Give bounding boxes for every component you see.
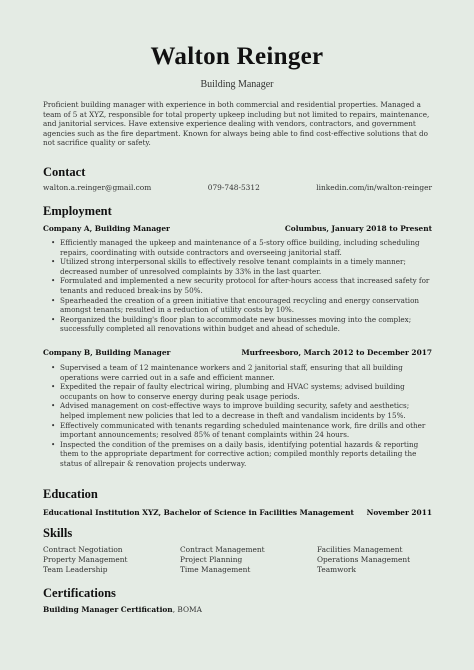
skill-item: Facilities Management bbox=[317, 545, 403, 554]
candidate-name: Walton Reinger bbox=[150, 43, 324, 70]
job-bullet: • Formulated and implemented a new security protocol for after-hours access that increased safety for tenants and reduced break-ins by 50%. bbox=[60, 276, 432, 295]
job-location-date: Murfreesboro, March 2012 to December 2017 bbox=[241, 348, 432, 357]
job-bullet: • Reorganized the building's floor plan to accommodate new businesses moving into the complex; successfully completed all renovations within budget and ahead of schedule. bbox=[60, 315, 432, 334]
job-bullet: • Expedited the repair of faulty electrical wiring, plumbing and HVAC systems; advised building occupants on how to conserve energy during peak usage periods. bbox=[60, 382, 432, 401]
skill-item: Operations Management bbox=[317, 555, 411, 565]
candidate-role: Building Manager bbox=[200, 79, 274, 90]
job-company: Company B, Building Manager bbox=[43, 348, 171, 357]
skill-item: Time Management bbox=[180, 565, 251, 575]
contact-email: walton.a.reinger@gmail.com bbox=[43, 183, 152, 192]
certification-name: Building Manager Certification bbox=[43, 605, 173, 614]
job-header bbox=[43, 224, 432, 233]
job-bullets bbox=[43, 238, 432, 334]
skill-item: Project Planning bbox=[180, 555, 243, 565]
education-date: November 2011 bbox=[366, 508, 432, 517]
skill-item: Team Leadership bbox=[43, 565, 108, 575]
job-bullet: • Supervised a team of 12 maintenance workers and 2 janitorial staff, ensuring that all building operations were carried out in a safe and efficient manner. bbox=[60, 363, 432, 382]
skill-item: Contract Management bbox=[180, 545, 265, 554]
job-bullet: • Inspected the condition of the premises on a daily basis, identifying potential hazards & reporting them to the appropriate department for corrective action; compiled monthly reports detailing the status of allrepair & renovation projects underway. bbox=[60, 440, 432, 469]
employment-heading: Employment bbox=[43, 204, 112, 218]
contact-heading: Contact bbox=[43, 165, 86, 179]
job-bullet: • Utilized strong interpersonal skills to effectively resolve tenant complaints in a timely manner; decreased number of unresolved complaints by 33% in the last quarter. bbox=[60, 257, 432, 276]
certification-row bbox=[43, 605, 202, 614]
skill-item: Property Management bbox=[43, 555, 128, 565]
skill-item: Teamwork bbox=[317, 565, 356, 575]
contact-row bbox=[43, 183, 432, 192]
job-bullet: • Advised management on cost-effective ways to improve building security, safety and aesthetics; helped implement new policies that led to a decrease in theft and vandalism incidents by 15%. bbox=[60, 401, 432, 420]
job-company: Company A, Building Manager bbox=[43, 224, 170, 233]
education-heading: Education bbox=[43, 487, 98, 501]
skills-heading: Skills bbox=[43, 526, 73, 540]
certifications-heading: Certifications bbox=[43, 586, 116, 600]
skills-grid bbox=[43, 545, 432, 576]
summary-paragraph: Proficient building manager with experience in both commercial and residential properties. Managed a team of 5 at XYZ, responsible for total property upkeep including but not limited to repairs, maintenance, and janitorial services. Have extensive experience dealing with vendors, contractors, and government agencies such as the fire department. Known for always being able to find cost-effective solutions that do not sacrifice quality or safety. bbox=[43, 100, 430, 148]
job-location-date: Columbus, January 2018 to Present bbox=[284, 224, 432, 233]
contact-linkedin: linkedin.com/in/walton-reinger bbox=[316, 183, 432, 192]
job-bullet: • Efficiently managed the upkeep and maintenance of a 5-story office building, including scheduling repairs, coordinating with outside contractors and overseeing janitorial staff. bbox=[60, 238, 432, 257]
skill-item: Contract Negotiation bbox=[43, 545, 123, 554]
job-bullets bbox=[43, 363, 432, 469]
contact-phone: 079-748-5312 bbox=[207, 183, 260, 192]
job-bullet: • Spearheaded the creation of a green initiative that encouraged recycling and energy conservation amongst tenants; resulted in a reduction of utility costs by 10%. bbox=[60, 296, 432, 315]
education-row bbox=[43, 508, 432, 517]
certification-issuer: , BOMA bbox=[172, 605, 202, 614]
job-bullet: • Effectively communicated with tenants regarding scheduled maintenance work, fire drills and other important announcements; resolved 85% of tenant complaints within 24 hours. bbox=[60, 421, 432, 440]
education-entry: Educational Institution XYZ, Bachelor of Science in Facilities Management bbox=[43, 508, 354, 517]
job-header bbox=[43, 348, 432, 357]
